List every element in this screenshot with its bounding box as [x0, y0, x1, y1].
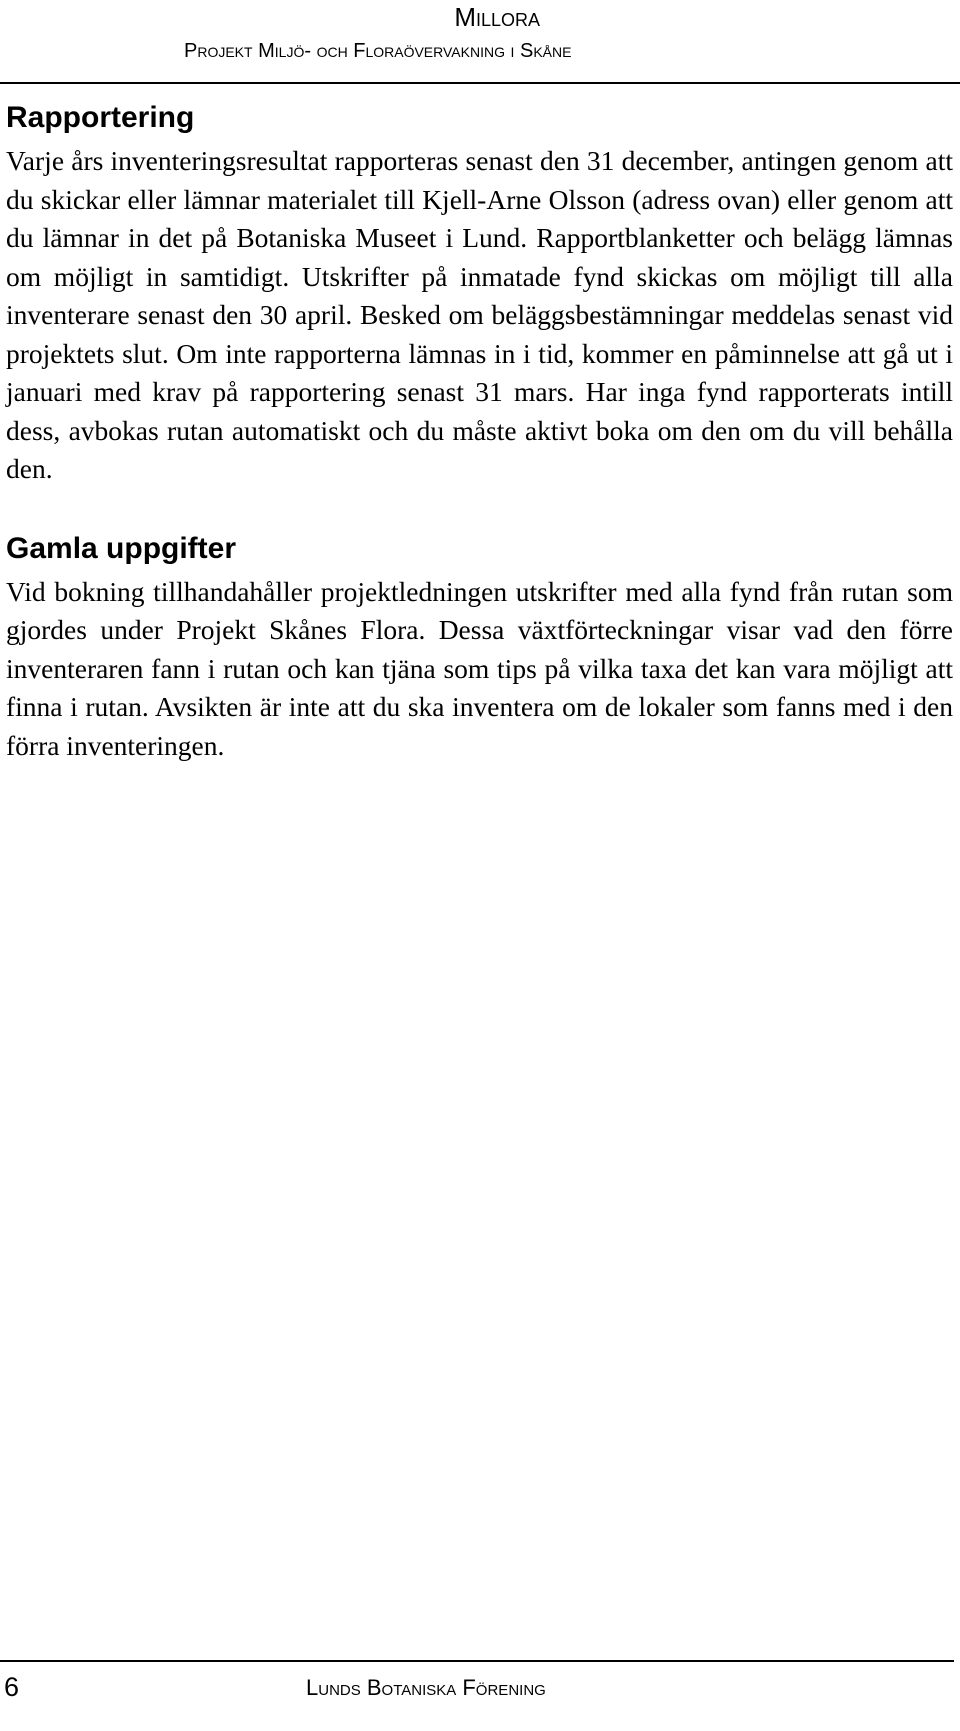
- section-paragraph: Vid bokning tillhandahåller projektledningen utskrifter med alla fynd från rutan som gjordes under Projekt Skånes Flora. Dessa växtförteckningar visar vad den förre inventeraren fann i rutan och kan tjäna som tips på vilka taxa det kan vara möjligt att finna i rutan. Avsikten är inte att du ska inventera om de lokaler som fanns med i den förra inventeringen.: [6, 575, 953, 761]
- section-rapportering: [6, 98, 953, 489]
- header-subtitle: Projekt Miljö- och Floraövervakning i Skåne: [184, 40, 572, 62]
- footer-organization: Lunds Botaniska Förening: [306, 1675, 546, 1700]
- section-gamla-uppgifter: [6, 529, 953, 766]
- page-number: 6: [4, 1672, 20, 1702]
- header-title: Millora: [454, 2, 540, 32]
- page-content: [6, 98, 953, 765]
- header-divider: [0, 82, 960, 84]
- section-paragraph: Varje års inventeringsresultat rapporteras senast den 31 december, antingen genom att du skickar eller lämnar materialet till Kjell-Arne Olsson (adress ovan) eller genom att du lämnar in det på Botaniska Museet i Lund. Rapportblanketter och belägg lämnas om möjligt in samtidigt. Utskrifter på inmatade fynd skickas om möjligt till alla inventerare senast den 30 april. Besked om beläggsbestämningar meddelas senast vid projektets slut. Om inte rapporterna lämnas in i tid, kommer en påminnelse att gå ut i januari med krav på rapportering senast 31 mars. Har inga fynd rapporterats intill dess, avbokas rutan automatiskt och du måste aktivt boka om den om du vill behålla den.: [6, 145, 953, 484]
- footer-divider: [0, 1660, 954, 1662]
- section-heading: Rapportering: [6, 101, 195, 134]
- section-heading: Gamla uppgifter: [6, 531, 237, 565]
